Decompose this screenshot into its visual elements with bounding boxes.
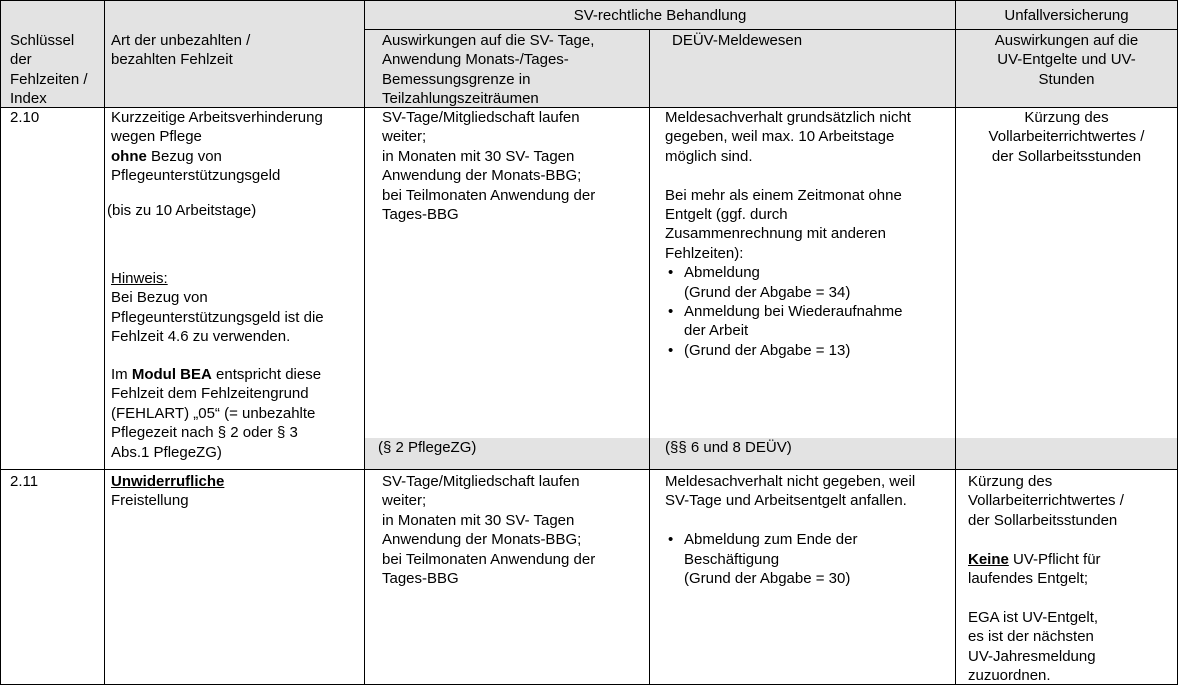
header-sv-days-column: Auswirkungen auf die SV- Tage, Anwendung Monats-/Tages- Bemessungsgrenze in Teilzahlungszeiträumen: [382, 32, 595, 108]
grid-line: [0, 469, 1178, 470]
row-2-10-days: (bis zu 10 Arbeitstage): [107, 202, 257, 219]
row-2-10-sv-days: SV-Tage/Mitgliedschaft laufen weiter; in Monaten mit 30 SV- Tagen Anwendung der Monats-BBG; bei Teilmonaten Anwendung der Tages-BBG: [382, 109, 596, 224]
header-uv-column: Auswirkungen auf die UV-Entgelte und UV- Stunden: [994, 32, 1139, 88]
row-2-11-uv: Kürzung des Vollarbeiterrichtwertes / der Sollarbeitsstunden Keine UV-Pflicht für laufendes Entgelt; EGA ist UV-Entgelt, es ist der nächsten UV-Jahresmeldung zuzuordnen.: [968, 473, 1124, 685]
row-2-11-key: 2.11: [10, 473, 39, 490]
grid-line: [104, 0, 105, 685]
list-item: • (Grund der Abgabe = 13): [665, 341, 911, 360]
row-2-10-key: 2.10: [10, 109, 40, 126]
header-key-column: Schlüssel der Fehlzeiten / Index: [10, 32, 88, 108]
header-deuev-column: DEÜV-Meldewesen: [672, 32, 803, 49]
row-2-11-type: Unwiderrufliche Freistellung: [111, 473, 225, 510]
grid-line: [365, 29, 1178, 30]
row-2-10-modul-note: Im Modul BEA entspricht diese Fehlzeit dem Fehlzeitengrund (FEHLART) „05“ (= unbezahlte Pflegezeit nach § 2 oder § 3 Abs.1 PflegeZG): [111, 366, 322, 461]
grid-line: [364, 0, 365, 685]
row-2-10-deuev-reference: (§§ 6 und 8 DEÜV): [665, 439, 792, 456]
row-2-10-sv-reference: (§ 2 PflegeZG): [378, 439, 477, 456]
row-2-10-deuev: Meldesachverhalt grundsätzlich nicht gegeben, weil max. 10 Arbeitstage möglich sind. Bei mehr als einem Zeitmonat ohne Entgelt (ggf. durch Zusammenrechnung mit anderen Fehlzeiten): • Abmeldung (Grund der Abgabe = 34) • Anmeldung bei Wiederaufnahme der Arbeit • (Grund der Abgabe = 13): [665, 108, 911, 360]
row-2-11-deuev-bullets: [665, 530, 915, 588]
row-2-10-hint: Hinweis: Bei Bezug von Pflegeunterstützungsgeld ist die Fehlzeit 4.6 zu verwenden.: [111, 270, 324, 346]
grid-line: [955, 0, 956, 685]
row-2-11-deuev: Meldesachverhalt nicht gegeben, weil SV-Tage und Arbeitsentgelt anfallen. • Abmeldung zum Ende der Beschäftigung (Grund der Abgabe = 30): [665, 472, 915, 588]
header-group-uv: Unfallversicherung: [1004, 7, 1129, 24]
grid-line: [0, 0, 1178, 1]
row-2-10-type: Kurzzeitige Arbeitsverhinderung wegen Pflege ohne Bezug von Pflegeunterstützungsgeld: [111, 109, 323, 185]
list-item: • Abmeldung (Grund der Abgabe = 34): [665, 263, 911, 302]
row-2-10-deuev-bullets: [665, 263, 911, 360]
header-group-sv: SV-rechtliche Behandlung: [573, 7, 747, 24]
list-item: • Abmeldung zum Ende der Beschäftigung (Grund der Abgabe = 30): [665, 530, 915, 588]
list-item: • Anmeldung bei Wiederaufnahme der Arbeit: [665, 302, 911, 341]
grid-line: [0, 0, 1, 685]
header-type-column: Art der unbezahlten / bezahlten Fehlzeit: [111, 32, 251, 69]
grid-line: [649, 29, 650, 685]
row-2-11-sv-days: SV-Tage/Mitgliedschaft laufen weiter; in Monaten mit 30 SV- Tagen Anwendung der Monats-BBG; bei Teilmonaten Anwendung der Tages-BBG: [382, 473, 596, 588]
row-2-10-uv: Kürzung des Vollarbeiterrichtwertes / der Sollarbeitsstunden: [988, 109, 1145, 165]
